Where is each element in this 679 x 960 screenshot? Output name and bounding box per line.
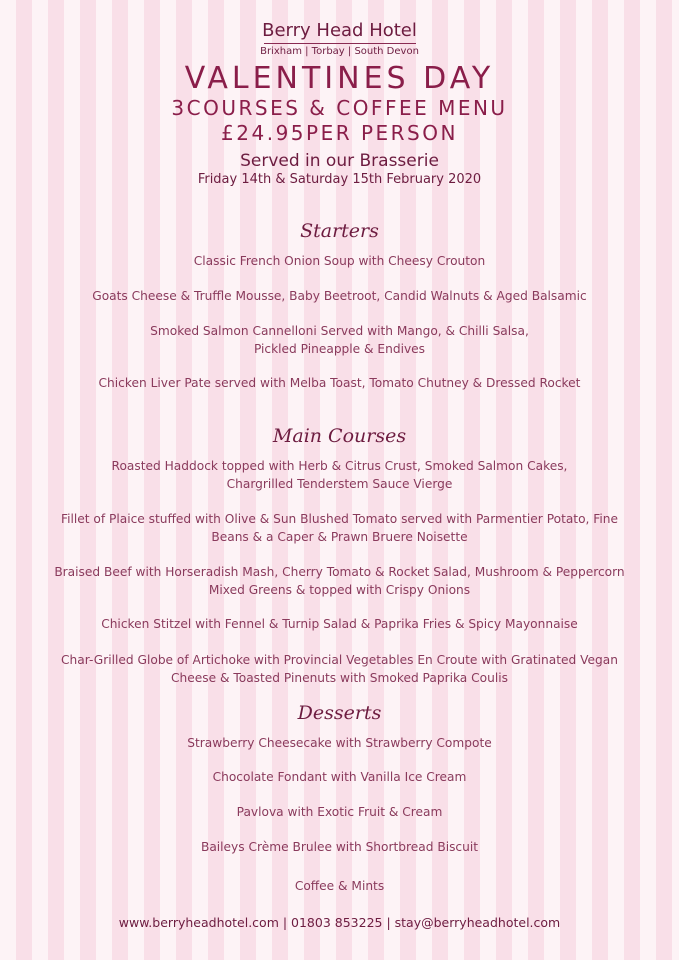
dessert-item-line: Chocolate Fondant with Vanilla Ice Cream (212, 770, 467, 784)
main-item-line: Beans & a Caper & Prawn Bruere Noisette (211, 530, 468, 544)
dessert-item-line: Strawberry Cheesecake with Strawberry Compote (187, 736, 492, 750)
main-item-line: Char-Grilled Globe of Artichoke with Provincial Vegetables En Croute with Gratinated Vegan (61, 653, 618, 667)
main-item-line: Mixed Greens & topped with Crispy Onions (208, 583, 471, 597)
dessert-item-line: Baileys Crème Brulee with Shortbread Biscuit (200, 840, 479, 854)
dessert-item-line: Pavlova with Exotic Fruit & Cream (236, 805, 443, 819)
starters-heading: Starters (300, 220, 379, 242)
desserts-heading: Desserts (297, 702, 382, 724)
main-item-line: Fillet of Plaice stuffed with Olive & Sun Blushed Tomato served with Parmentier Potato, Fine (60, 512, 619, 526)
hotel-location: Brixham | Torbay | South Devon (260, 46, 419, 57)
main-item (40, 563, 639, 599)
main-item-line: Chargrilled Tenderstem Sauce Vierge (226, 477, 453, 491)
starter-item-line: Smoked Salmon Cannelloni Served with Mango, & Chilli Salsa, (150, 324, 529, 338)
dessert-item (40, 803, 639, 821)
mains-heading: Main Courses (272, 425, 407, 447)
menu-title: VALENTINES DAY (184, 61, 495, 96)
starter-item-line: Classic French Onion Soup with Cheesy Crouton (193, 254, 486, 268)
main-item-line: Braised Beef with Horseradish Mash, Cherry Tomato & Rocket Salad, Mushroom & Peppercorn (54, 565, 625, 579)
starter-item (40, 322, 639, 358)
dessert-item (40, 734, 639, 752)
starter-item-line: Pickled Pineapple & Endives (253, 342, 426, 356)
main-item-line: Cheese & Toasted Pinenuts with Smoked Paprika Coulis (171, 671, 508, 685)
hotel-name: Berry Head Hotel (262, 20, 417, 41)
starter-item-line: Goats Cheese & Truffle Mousse, Baby Beetroot, Candid Walnuts & Aged Balsamic (92, 289, 587, 303)
starter-item (40, 287, 639, 305)
menu-dates: Friday 14th & Saturday 15th February 2020 (197, 172, 482, 187)
dessert-item-line: Coffee & Mints (294, 879, 385, 893)
starter-item (40, 252, 639, 270)
starter-item (40, 374, 639, 392)
main-item (40, 510, 639, 546)
main-item-line: Roasted Haddock topped with Herb & Citrus Crust, Smoked Salmon Cakes, (111, 459, 568, 473)
main-item (40, 457, 639, 493)
menu-header (0, 20, 679, 188)
menu-subtitle: 3COURSES & COFFEE MENU (171, 96, 508, 120)
main-item-line: Chicken Stitzel with Fennel & Turnip Salad & Paprika Fries & Spicy Mayonnaise (101, 617, 578, 631)
menu-price: £24.95PER PERSON (221, 121, 458, 145)
main-item (40, 651, 639, 687)
dessert-item (40, 877, 639, 895)
starter-item-line: Chicken Liver Pate served with Melba Toast, Tomato Chutney & Dressed Rocket (98, 376, 581, 390)
hotel-name-divider (264, 43, 416, 44)
main-item (40, 615, 639, 633)
dessert-item (40, 768, 639, 786)
served-location: Served in our Brasserie (240, 151, 439, 171)
contact-footer: www.berryheadhotel.com | 01803 853225 | stay@berryheadhotel.com (118, 915, 561, 930)
dessert-item (40, 838, 639, 856)
